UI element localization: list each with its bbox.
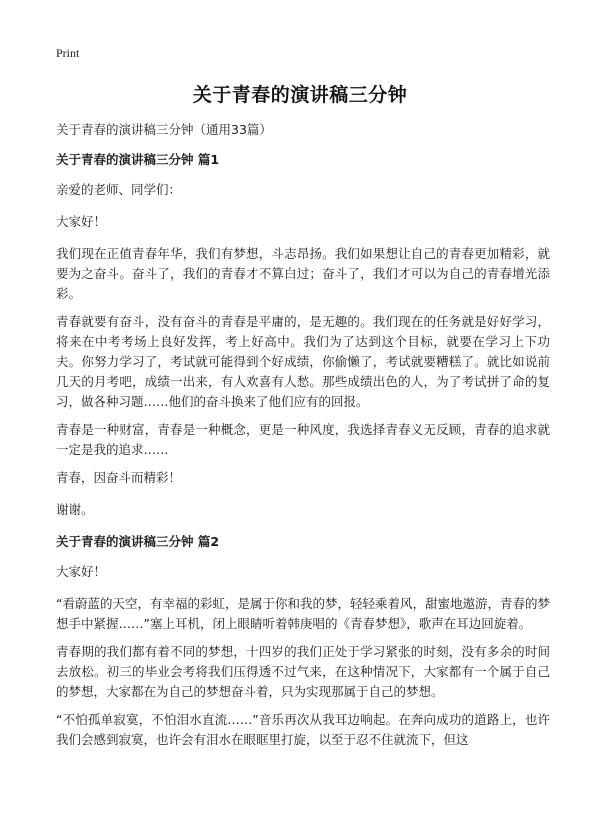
document-subtitle: 关于青春的演讲稿三分钟（通用33篇） [56,122,272,137]
paragraph: 大家好！ [56,214,107,229]
paragraph: 青春就要有奋斗，没有奋斗的青春是平庸的，是无趣的。我们现在的任务就是好好学习，将来在中考考场上良好发挥，考上好高中。我们为了达到这个目标，就要在学习上下功夫。你努力学习了，考试就可能得到个好成绩，你偷懒了，考试就要糟糕了。就比如说前几天的月考吧，成绩一出来，有人欢喜有人愁。那些成绩出色的人，为了考试拼了命的复习，做各种习题……他们的奋斗换来了他们应有的回报。 [56,314,550,409]
paragraph: 青春期的我们都有着不同的梦想，十四岁的我们正处于学习紧张的时刻，没有多余的时间去放松。初三的毕业会考将我们压得透不过气来，在这种情况下，大家都有一个属于自己的梦想，大家都在为自己的梦想奋斗着，只为实现那属于自己的梦想。 [56,644,550,699]
print-label[interactable]: Print [56,46,80,60]
document-content [56,120,550,758]
paragraph: “看蔚蓝的天空，有幸福的彩虹，是属于你和我的梦，轻轻乘着风，甜蜜地遨游，青春的梦想手中紧握……”塞上耳机，闭上眼睛听着韩庚唱的《青春梦想》，歌声在耳边回旋着。 [56,596,550,631]
section-heading: 关于青春的演讲稿三分钟 篇1 [56,152,220,167]
page-title: 关于青春的演讲稿三分钟 [192,84,408,106]
paragraph: 我们现在正值青春年华，我们有梦想，斗志昂扬。我们如果想让自己的青春更加精彩，就要为之奋斗。奋斗了，我们的青春才不算白过；奋斗了，我们才可以为自己的青春增光添彩。 [56,246,550,301]
paragraph: “不怕孤单寂寞，不怕泪水直流……”音乐再次从我耳边响起。在奔向成功的道路上，也许我们会感到寂寞，也许会有泪水在眼眶里打旋，以至于忍不住就流下，但这 [56,712,550,747]
paragraph: 谢谢。 [56,502,94,517]
paragraph: 大家好！ [56,564,107,579]
paragraph: 青春，因奋斗而精彩！ [56,470,182,485]
paragraph: 青春是一种财富，青春是一种概念，更是一种风度，我选择青春义无反顾，青春的追求就一定是我的追求…… [56,422,550,457]
section-heading: 关于青春的演讲稿三分钟 篇2 [56,534,220,549]
paragraph: 亲爱的老师、同学们： [56,182,182,197]
